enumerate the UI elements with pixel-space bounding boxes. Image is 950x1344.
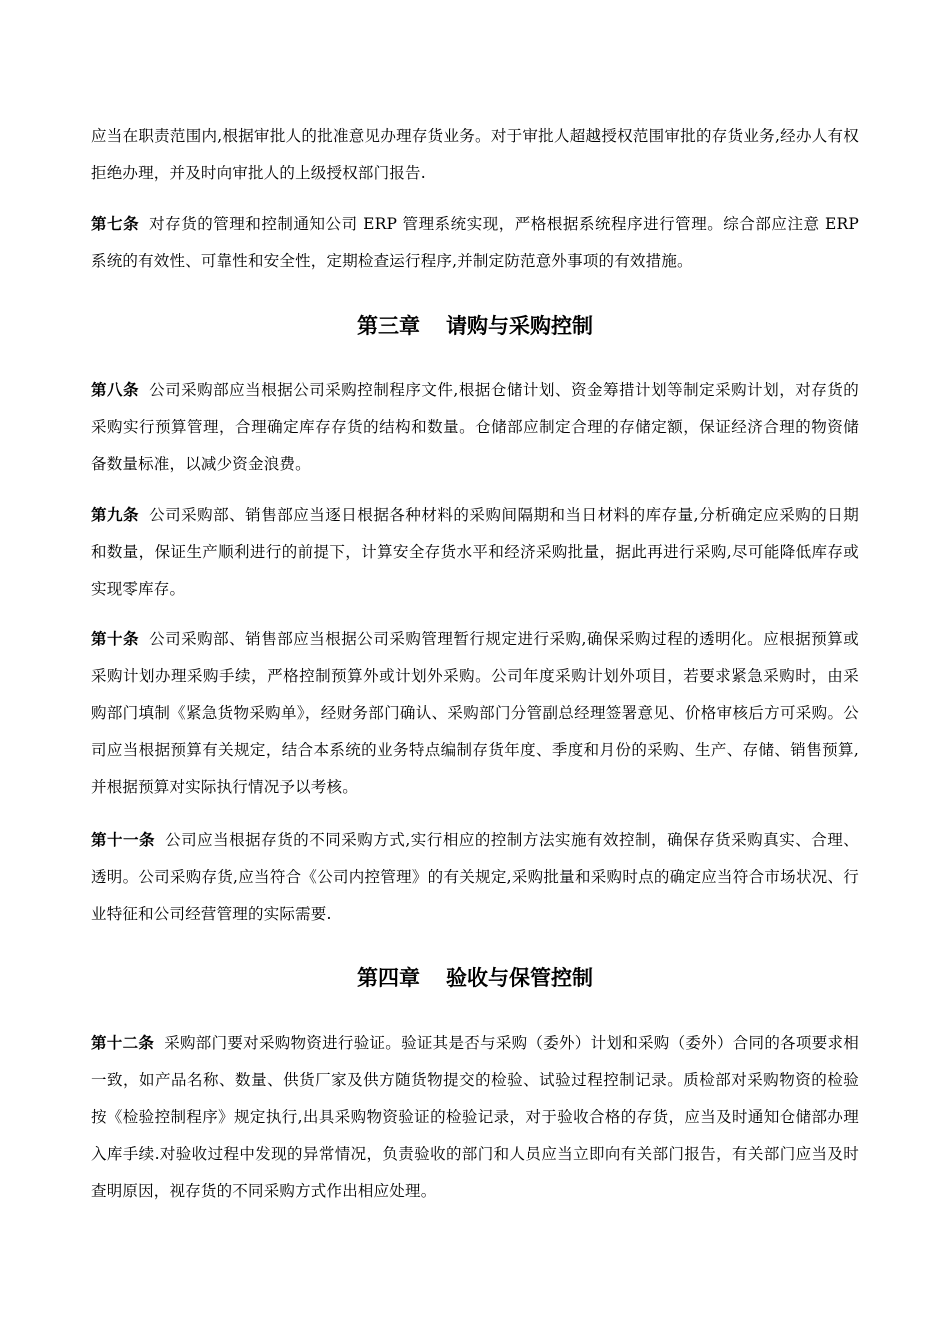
article-label: 第八条 — [91, 381, 140, 399]
article-label: 第十条 — [91, 630, 140, 648]
chapter-title: 请购与采购控制 — [446, 314, 593, 338]
chapter-title: 验收与保管控制 — [446, 966, 593, 990]
article-9 — [91, 497, 859, 608]
paragraph-continued — [91, 118, 859, 192]
paragraph-text: 应当在职责范围内,根据审批人的批准意见办理存货业务。对于审批人超越授权范围审批的存货业务,经办人有权拒绝办理，并及时向审批人的上级授权部门报告. — [91, 127, 859, 182]
article-10 — [91, 621, 859, 806]
chapter-number: 第四章 — [357, 966, 420, 990]
article-label: 第九条 — [91, 506, 140, 524]
article-11 — [91, 822, 859, 933]
article-text: 对存货的管理和控制通知公司 ERP 管理系统实现，严格根据系统程序进行管理。综合部应注意 ERP 系统的有效性、可靠性和安全性，定期检查运行程序,并制定防范意外事项的有效措施。 — [91, 215, 859, 270]
article-text: 公司采购部、销售部应当根据公司采购管理暂行规定进行采购,确保采购过程的透明化。应根据预算或采购计划办理采购手续，严格控制预算外或计划外采购。公司年度采购计划外项目，若要求紧急采购时，由采购部门填制《紧急货物采购单》，经财务部门确认、采购部门分管副总经理签署意见、价格审核后方可采购。公司应当根据预算有关规定，结合本系统的业务特点编制存货年度、季度和月份的采购、生产、存储、销售预算,并根据预算对实际执行情况予以考核。 — [91, 630, 859, 796]
article-text: 采购部门要对采购物资进行验证。验证其是否与采购（委外）计划和采购（委外）合同的各项要求相一致，如产品名称、数量、供货厂家及供方随货物提交的检验、试验过程控制记录。质检部对采购物资的检验按《检验控制程序》规定执行,出具采购物资验证的检验记录，对于验收合格的存货，应当及时通知仓储部办理入库手续.对验收过程中发现的异常情况，负责验收的部门和人员应当立即向有关部门报告，有关部门应当及时查明原因，视存货的不同采购方式作出相应处理。 — [91, 1034, 859, 1200]
chapter-3-heading — [0, 311, 950, 341]
article-text: 公司采购部应当根据公司采购控制程序文件,根据仓储计划、资金筹措计划等制定采购计划，对存货的采购实行预算管理，合理确定库存存货的结构和数量。仓储部应制定合理的存储定额，保证经济合理的物资储备数量标准，以减少资金浪费。 — [91, 381, 859, 473]
chapter-number: 第三章 — [357, 314, 420, 338]
article-12 — [91, 1025, 859, 1210]
article-8 — [91, 372, 859, 483]
article-7 — [91, 206, 859, 280]
article-label: 第十二条 — [91, 1034, 155, 1052]
article-label: 第七条 — [91, 215, 140, 233]
article-text: 公司应当根据存货的不同采购方式,实行相应的控制方法实施有效控制，确保存货采购真实、合理、透明。公司采购存货,应当符合《公司内控管理》的有关规定,采购批量和采购时点的确定应当符合市场状况、行业特征和公司经营管理的实际需要. — [91, 831, 859, 923]
chapter-4-heading — [0, 963, 950, 993]
article-text: 公司采购部、销售部应当逐日根据各种材料的采购间隔期和当日材料的库存量,分析确定应采购的日期和数量，保证生产顺利进行的前提下，计算安全存货水平和经济采购批量，据此再进行采购,尽可能降低库存或实现零库存。 — [91, 506, 859, 598]
article-label: 第十一条 — [91, 831, 156, 849]
